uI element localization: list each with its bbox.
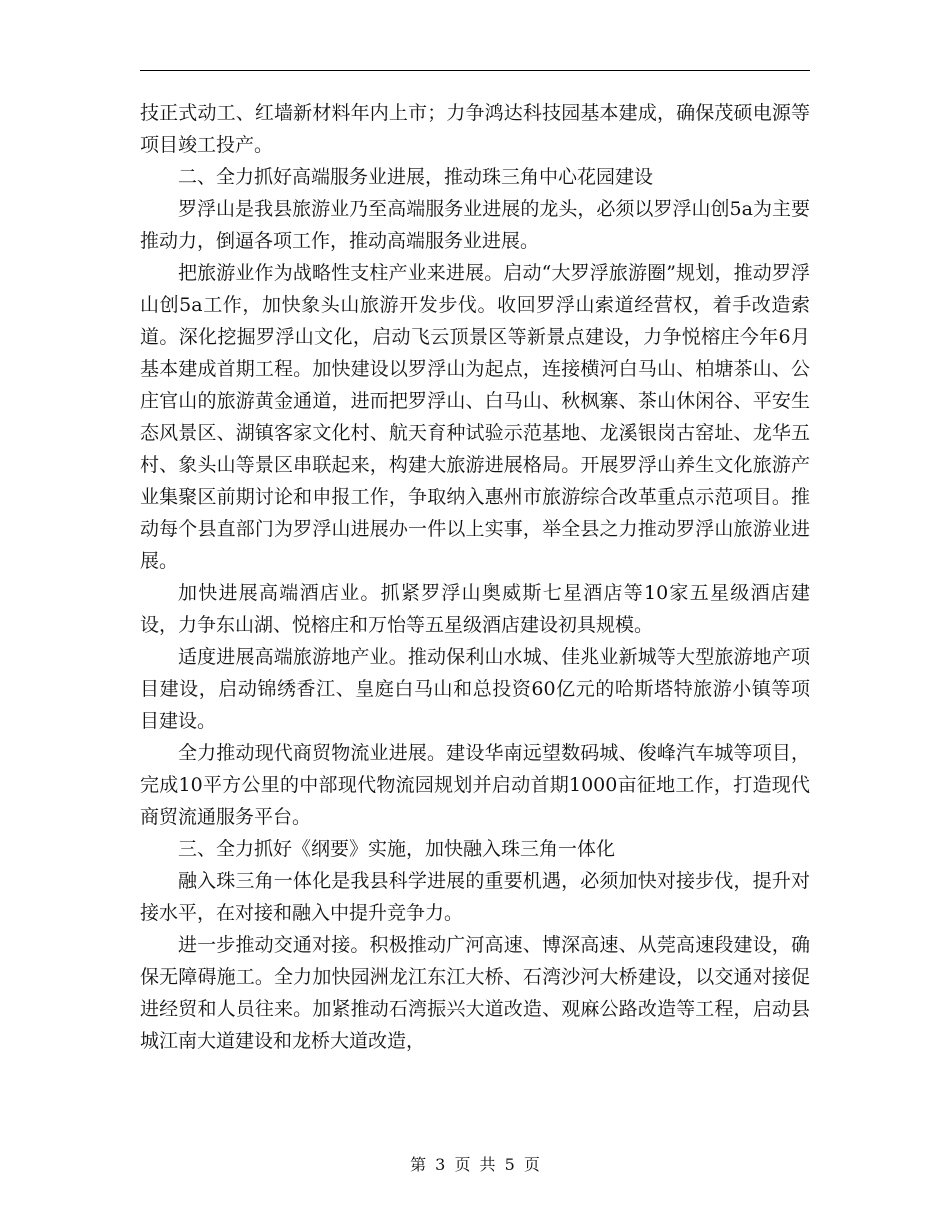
paragraph: 加快进展高端酒店业。抓紧罗浮山奥威斯七星酒店等10家五星级酒店建设，力争东山湖、悦榕庄和万怡等五星级酒店建设初具规模。 [140, 582, 810, 636]
paragraph: 技正式动工、红墙新材料年内上市；力争鸿达科技园基本建成，确保茂硕电源等项目竣工投产。 [140, 102, 810, 156]
document-body [140, 97, 810, 1057]
header-rule [140, 70, 810, 71]
section-heading: 三、全力抓好《纲要》实施，加快融入珠三角一体化 [178, 838, 616, 860]
paragraph: 把旅游业作为战略性支柱产业来进展。启动“大罗浮旅游圈”规划，推动罗浮山创5a工作，加快象头山旅游开发步伐。收回罗浮山索道经营权，着手改造索道。深化挖掘罗浮山文化，启动飞云顶景区等新景点建设，力争悦榕庄今年6月基本建成首期工程。加快建设以罗浮山为起点，连接横河白马山、柏塘茶山、公庄官山的旅游黄金通道，进而把罗浮山、白马山、秋枫寨、茶山休闲谷、平安生态风景区、湖镇客家文化村、航天育种试验示范基地、龙溪银岗古窑址、龙华五村、象头山等景区串联起来，构建大旅游进展格局。开展罗浮山养生文化旅游产业集聚区前期讨论和申报工作，争取纳入惠州市旅游综合改革重点示范项目。推动每个县直部门为罗浮山进展办一件以上实事，举全县之力推动罗浮山旅游业进展。 [140, 262, 810, 572]
page-number-footer: 第 3 页 共 5 页 [410, 1155, 540, 1174]
section-heading: 二、全力抓好高端服务业进展，推动珠三角中心花园建设 [178, 166, 654, 188]
paragraph: 进一步推动交通对接。积极推动广河高速、博深高速、从莞高速段建设，确保无障碍施工。全力加快园洲龙江东江大桥、石湾沙河大桥建设，以交通对接促进经贸和人员往来。加紧推动石湾振兴大道改造、观麻公路改造等工程，启动县城江南大道建设和龙桥大道改造， [140, 934, 810, 1052]
paragraph: 适度进展高端旅游地产业。推动保利山水城、佳兆业新城等大型旅游地产项目建设，启动锦绣香江、皇庭白马山和总投资60亿元的哈斯塔特旅游小镇等项目建设。 [140, 646, 810, 732]
paragraph: 全力推动现代商贸物流业进展。建设华南远望数码城、俊峰汽车城等项目，完成10平方公里的中部现代物流园规划并启动首期1000亩征地工作，打造现代商贸流通服务平台。 [140, 742, 810, 828]
paragraph: 融入珠三角一体化是我县科学进展的重要机遇，必须加快对接步伐，提升对接水平，在对接和融入中提升竞争力。 [140, 870, 810, 924]
paragraph: 罗浮山是我县旅游业乃至高端服务业进展的龙头，必须以罗浮山创5a为主要推动力，倒逼各项工作，推动高端服务业进展。 [140, 198, 810, 252]
